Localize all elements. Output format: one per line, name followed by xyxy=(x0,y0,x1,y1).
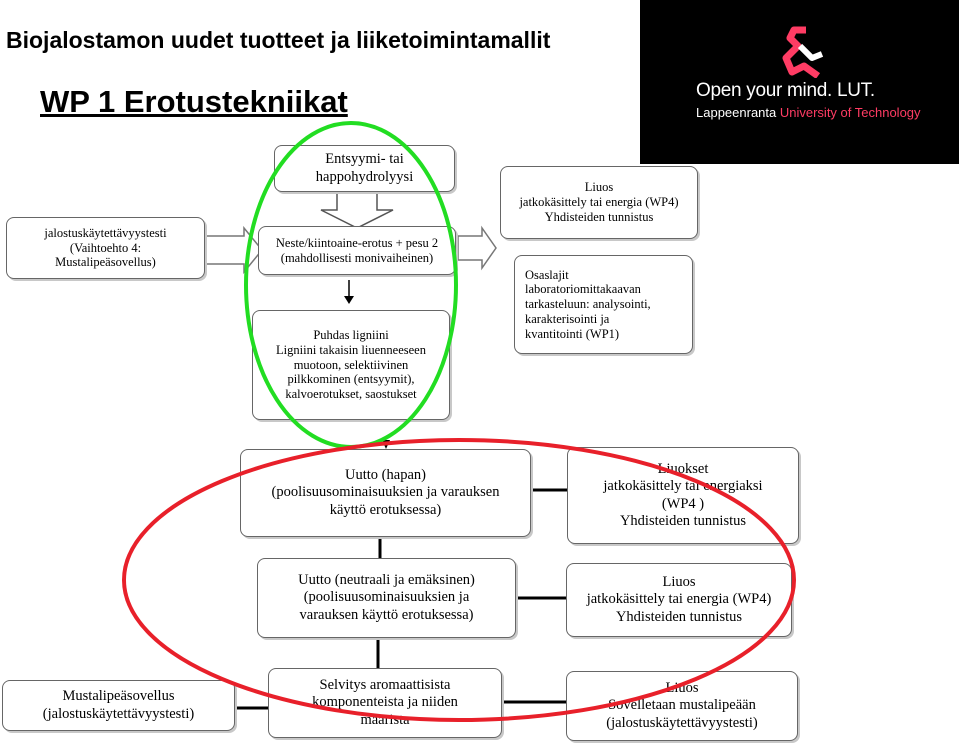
lignin-label: Puhdas ligniini Ligniini takaisin liuenneeseen muotoon, selektiivinen pilkkominen (entsyymit), kalvoerotukset, saostukset xyxy=(276,328,426,402)
mustalipea-label: Mustalipeäsovellus (jalostuskäytettävyystesti) xyxy=(42,688,195,722)
logo-slogan: Open your mind. LUT. xyxy=(696,80,875,101)
lut-logo xyxy=(640,0,959,164)
hollow-arrow-right-left xyxy=(206,228,262,272)
hydrolysis-box xyxy=(274,145,455,192)
logo-university-name: University of Technology xyxy=(779,105,921,120)
logo-university xyxy=(696,105,921,120)
selvitys-box xyxy=(268,668,502,738)
test-box-left xyxy=(6,217,205,279)
logo-university-city: Lappeenranta xyxy=(696,105,780,120)
ampersand-logo-icon xyxy=(778,26,828,78)
liuos-mid-box xyxy=(566,563,792,637)
osaslajit-label: Osaslajit laboratoriomittakaavan tarkasteluun: analysointi, karakterisointi ja kvantitointi (WP1) xyxy=(525,267,651,341)
liuos-bottom-label: Liuos Sovelletaan mustalipeään (jalostuskäytettävyystesti) xyxy=(606,680,758,731)
separation-box xyxy=(258,226,456,275)
mustalipea-box xyxy=(2,680,235,731)
hydrolysis-label: Entsyymi- tai happohydrolyysi xyxy=(315,151,414,185)
page-title: Biojalostamon uudet tuotteet ja liiketoimintamallit xyxy=(6,27,551,53)
arrow-head xyxy=(382,440,390,449)
section-title: WP 1 Erotustekniikat xyxy=(40,84,348,119)
uutto-hapan-label: Uutto (hapan) (poolisuusominaisuuksien ja varauksen käyttö erotuksessa) xyxy=(271,467,500,518)
liuos-mid-label: Liuos jatkokäsittely tai energia (WP4) Yhdisteiden tunnistus xyxy=(586,574,772,625)
arrow-head xyxy=(344,296,354,304)
hollow-arrow-right xyxy=(458,228,496,268)
separation-label: Neste/kiintoaine-erotus + pesu 2 (mahdollisesti monivaiheinen) xyxy=(275,235,439,265)
uutto-neutraali-label: Uutto (neutraali ja emäksinen) (poolisuusominaisuuksien ja varauksen käyttö erotuksessa) xyxy=(298,572,475,623)
liuos-top-box xyxy=(500,166,698,239)
uutto-hapan-box xyxy=(240,449,531,537)
liuos-top-label: Liuos jatkokäsittely tai energia (WP4) Yhdisteiden tunnistus xyxy=(519,180,679,224)
hollow-arrow-down xyxy=(321,193,393,228)
osaslajit-box xyxy=(514,255,693,354)
test-box-left-label: jalostuskäytettävyystesti (Vaihtoehto 4: Mustalipeäsovellus) xyxy=(44,225,167,270)
liuokset-label: Liuokset jatkokäsittely tai energiaksi (WP4 ) Yhdisteiden tunnistus xyxy=(603,461,763,529)
lignin-box xyxy=(252,310,450,420)
uutto-neutraali-box xyxy=(257,558,516,638)
selvitys-label: Selvitys aromaattisista komponenteista ja niiden määrista xyxy=(312,677,458,728)
liuokset-box xyxy=(567,447,799,544)
liuos-bottom-box xyxy=(566,671,798,741)
